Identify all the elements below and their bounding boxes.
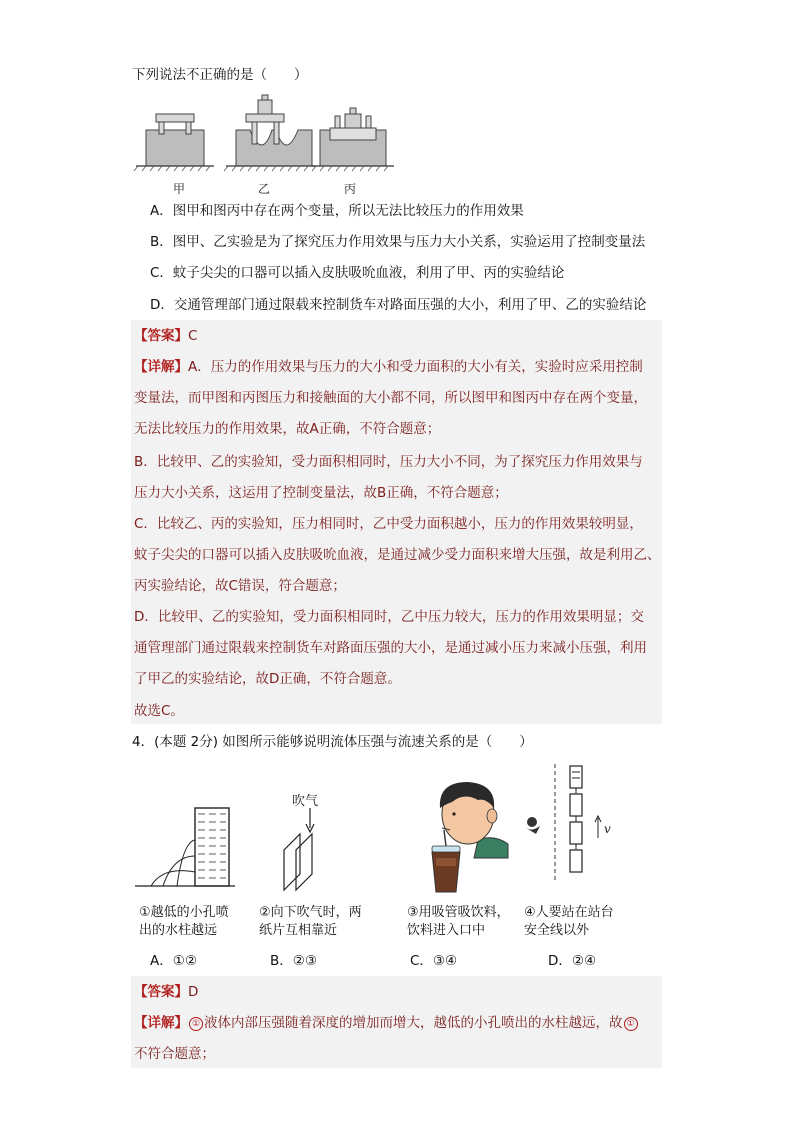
- detail-line-1: 【详解】A．压力的作用效果与压力的大小和受力面积的大小有关，实验时应采用控制: [134, 359, 643, 375]
- caption-3-line-2: 饮料进入口中: [407, 923, 486, 938]
- detail-line-8: 丙实验结论，故C错误，符合题意；: [134, 578, 346, 594]
- train-platform-figure: [518, 762, 618, 892]
- circled-one-icon: ①: [189, 1017, 203, 1031]
- answer-q4: [134, 983, 198, 1001]
- answer-value: D: [188, 984, 199, 1000]
- detail-line-12: 故选C。: [134, 703, 184, 719]
- straw-drink-figure: [428, 778, 520, 896]
- caption-3-line-1: ③用吸管吸饮料，: [407, 905, 510, 920]
- detail-line-10: 通管理部门通过限载来控制货车对路面压强的大小，是通过减小压力来减小压强，利用: [134, 640, 647, 656]
- figure-label-bing: 丙: [344, 182, 357, 196]
- answer-q3: [134, 327, 197, 345]
- answer-value: C: [188, 328, 198, 344]
- caption-4-line-1: ④人要站在站台: [524, 905, 614, 920]
- detail-line-4: B．比较甲、乙的实验知，受力面积相同时，压力大小不同，为了探究压力作用效果与: [134, 454, 643, 470]
- detail-line-5: 压力大小关系，这运用了控制变量法，故B正确，不符合题意；: [134, 485, 508, 501]
- detail-line-9: D．比较甲、乙的实验知，受力面积相同时，乙中压力较大，压力的作用效果明显；交: [134, 609, 644, 625]
- q4-detail-line-1: 【详解】 ① 液体内部压强随着深度的增加而增大，越低的小孔喷出的水柱越远，故 ①: [134, 1014, 639, 1032]
- water-jet-figure: [133, 800, 237, 892]
- circled-one-icon: ①: [624, 1017, 638, 1031]
- q4-option-b: B．②③: [270, 953, 317, 969]
- detail-line-7: 蚊子尖尖的口器可以插入皮肤吸吮血液，是通过减少受力面积来增大压强，故是利用乙、: [134, 547, 661, 563]
- option-d: D．交通管理部门通过限载来控制货车对路面压强的大小，利用了甲、乙的实验结论: [150, 297, 647, 313]
- question-4-stem: 4．(本题 2分) 如图所示能够说明流体压强与流速关系的是（ ）: [132, 734, 533, 750]
- caption-1-line-2: 出的水柱越远: [139, 923, 218, 938]
- caption-2-line-2: 纸片互相靠近: [259, 923, 338, 938]
- figure-yi: [224, 95, 316, 171]
- q4-option-a: A．①②: [150, 953, 197, 969]
- q4-option-d: D．②④: [548, 953, 597, 969]
- figure-jia: [134, 114, 214, 171]
- detail-tag: 【详解】: [134, 1015, 188, 1031]
- detail-tag: 【详解】: [134, 359, 188, 375]
- answer-tag: 【答案】: [134, 328, 188, 344]
- detail-line-2: 变量法，而甲图和丙图压力和接触面的大小都不同，所以图甲和图丙中存在两个变量，: [134, 390, 647, 406]
- figure-bing: [312, 108, 394, 171]
- option-c: C．蚊子尖尖的口器可以插入皮肤吸吮血液，利用了甲、丙的实验结论: [150, 265, 565, 281]
- pressure-experiment-figure: [132, 92, 402, 172]
- figure-label-jia: 甲: [173, 182, 186, 196]
- detail-line-3: 无法比较压力的作用效果，故A正确，不符合题意；: [134, 421, 441, 437]
- person-icon: [526, 817, 540, 834]
- detail-line-11: 了甲乙的实验结论，故D正确，不符合题意。: [134, 671, 401, 687]
- caption-4-line-2: 安全线以外: [524, 923, 590, 938]
- detail-line-6: C．比较乙、丙的实验知，压力相同时，乙中受力面积越小，压力的作用效果较明显，: [134, 516, 643, 532]
- blow-label: 吹气: [292, 794, 319, 809]
- figure-label-yi: 乙: [258, 182, 271, 196]
- option-a: A．图甲和图丙中存在两个变量，所以无法比较压力的作用效果: [150, 203, 524, 219]
- paper-blow-figure: [270, 806, 340, 892]
- caption-1-line-1: ①越低的小孔喷: [139, 905, 229, 920]
- caption-2-line-1: ②向下吹气时，两: [259, 905, 362, 920]
- q4-option-c: C．③④: [410, 953, 458, 969]
- option-b: B．图甲、乙实验是为了探究压力作用效果与压力大小关系，实验运用了控制变量法: [150, 234, 646, 250]
- answer-tag: 【答案】: [134, 984, 188, 1000]
- q4-detail-line-2: 不符合题意；: [134, 1046, 215, 1062]
- question-3-stem: 下列说法不正确的是（ ）: [132, 67, 308, 83]
- velocity-label: v: [604, 822, 611, 836]
